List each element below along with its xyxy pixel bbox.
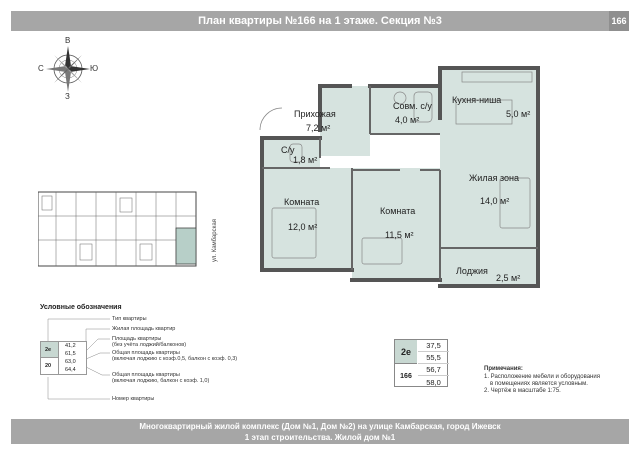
room-kitchen-name: Кухня-ниша xyxy=(452,95,502,105)
legend-sample-value: 41,2 xyxy=(65,343,76,349)
page-number: 166 xyxy=(609,11,629,31)
apartment-total-area-coef: 56,7 xyxy=(418,364,449,376)
room-2-area: 11,5 м² xyxy=(385,230,414,240)
apartment-total-area-full: 58,0 xyxy=(426,377,441,387)
legend-sample-type: 2е xyxy=(45,347,52,353)
notes-title: Примечания: xyxy=(484,366,523,372)
legend-item-apt-number: Номер квартиры xyxy=(112,396,155,402)
key-plan-highlight xyxy=(176,228,196,264)
room-loggia-name: Лоджия xyxy=(456,266,488,276)
page-title: План квартиры №166 на 1 этаже. Секция №3 xyxy=(198,15,442,27)
room-2-name: Комната xyxy=(380,206,416,216)
room-bath-name: Совм. с/у xyxy=(393,101,432,111)
compass-west-label: С xyxy=(38,64,44,73)
legend-item-living-area: Жилая площадь квартир xyxy=(112,326,176,332)
apartment-number: 166 xyxy=(400,372,412,380)
apartment-area: 55,5 xyxy=(418,352,449,364)
legend-item-total-coef: Общая площадь квартиры (включая лоджию с коэф.0,5, балкон с коэф. 0,3) xyxy=(112,350,238,362)
notes-line: 2. Чертёж в масштабе 1:75. xyxy=(484,388,561,394)
legend-sample-value: 64,4 xyxy=(65,367,76,373)
room-hall-area: 7,2 м² xyxy=(306,123,331,133)
legend-item-area-no-loggia: Площадь квартиры (без учёта лоджий/балконов) xyxy=(112,336,187,348)
compass-north-label: В xyxy=(65,36,71,45)
compass-east-label: Ю xyxy=(90,64,99,73)
legend-sample-value: 61,5 xyxy=(65,351,76,357)
room-loggia-area: 2,5 м² xyxy=(496,273,521,283)
notes-block xyxy=(484,366,614,395)
apartment-info-table xyxy=(394,339,448,387)
legend-sample-number: 20 xyxy=(45,363,52,369)
footer-line-1: Многоквартирный жилой комплекс (Дом №1, Дом №2) на улице Камбарская, город Ижевск xyxy=(139,422,501,431)
legend-item-type: Тип квартиры xyxy=(112,316,147,322)
room-1-area: 12,0 м² xyxy=(288,222,318,232)
page-footer xyxy=(11,419,629,444)
compass-south-label: З xyxy=(65,92,70,101)
street-label: ул. Камбарская xyxy=(212,219,218,262)
footer-line-2: 1 этап строительства. Жилой дом №1 xyxy=(244,433,396,442)
room-bath-area: 4,0 м² xyxy=(395,115,420,125)
room-living-area: 14,0 м² xyxy=(480,196,510,206)
key-plan xyxy=(38,188,222,270)
legend-title: Условные обозначения xyxy=(40,304,122,311)
apartment-type: 2е xyxy=(395,340,417,364)
compass-rose xyxy=(38,36,98,102)
legend-sample-value: 63,0 xyxy=(65,359,76,365)
legend-sample-table xyxy=(40,341,87,375)
apartment-living-area: 37,5 xyxy=(418,340,449,352)
room-1-name: Комната xyxy=(284,197,320,207)
compass-star-icon xyxy=(38,36,98,102)
room-hall-name: Прихожая xyxy=(294,109,336,119)
notes-line: в помещениях является условным. xyxy=(490,381,588,387)
notes-line: 1. Расположение мебели и оборудования xyxy=(484,374,600,380)
page-header xyxy=(11,11,629,31)
room-wc-area: 1,8 м² xyxy=(293,155,318,165)
room-kitchen-area: 5,0 м² xyxy=(506,109,531,119)
room-wc-name: С/у xyxy=(281,145,295,155)
room-living-name: Жилая зона xyxy=(469,173,519,183)
legend-item-total-full: Общая площадь квартиры (включая лоджию, балкон с коэф. 1,0) xyxy=(112,372,210,384)
